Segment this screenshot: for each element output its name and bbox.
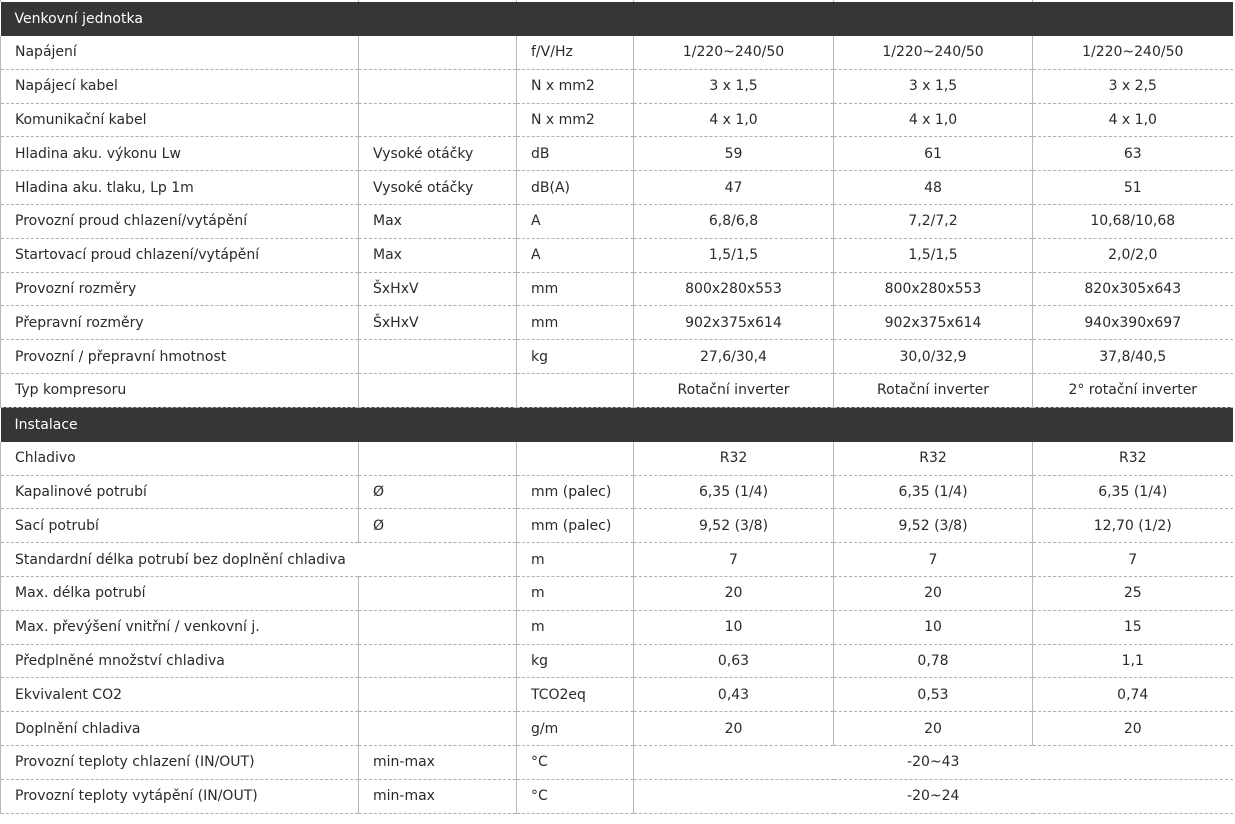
row-value-model-2: 61 <box>834 137 1033 171</box>
row-condition <box>359 610 517 644</box>
row-value-model-2: 20 <box>834 712 1033 746</box>
row-value-model-3: 2° rotační inverter <box>1033 373 1233 407</box>
row-label: Komunikační kabel <box>1 103 359 137</box>
row-condition: ŠxHxV <box>359 306 517 340</box>
row-unit: TCO2eq <box>517 678 634 712</box>
table-row <box>1 36 1233 69</box>
row-unit: g/m <box>517 712 634 746</box>
row-unit: mm <box>517 306 634 340</box>
row-value-model-3: 0,74 <box>1033 678 1233 712</box>
row-value-model-3: 25 <box>1033 576 1233 610</box>
row-value-model-3: 1,1 <box>1033 644 1233 678</box>
row-unit: N x mm2 <box>517 69 634 103</box>
row-value-model-2: 0,78 <box>834 644 1033 678</box>
row-unit: f/V/Hz <box>517 36 634 69</box>
row-value-model-3: 10,68/10,68 <box>1033 204 1233 238</box>
row-unit <box>517 442 634 475</box>
row-value-model-1: 1,5/1,5 <box>634 238 834 272</box>
row-value-model-1: 27,6/30,4 <box>634 340 834 374</box>
row-condition <box>359 576 517 610</box>
row-value-model-3: 4 x 1,0 <box>1033 103 1233 137</box>
row-value-model-2: 1/220~240/50 <box>834 36 1033 69</box>
row-value-model-1: 9,52 (3/8) <box>634 509 834 543</box>
table-row <box>1 644 1233 678</box>
row-value-model-2: Rotační inverter <box>834 373 1033 407</box>
row-value-model-3: 15 <box>1033 610 1233 644</box>
table-row <box>1 306 1233 340</box>
row-unit: mm (palec) <box>517 475 634 509</box>
row-unit: dB <box>517 137 634 171</box>
table-row <box>1 204 1233 238</box>
row-value-model-3: 3 x 2,5 <box>1033 69 1233 103</box>
row-label: Provozní / přepravní hmotnost <box>1 340 359 374</box>
row-condition: Ø <box>359 509 517 543</box>
row-value-model-1: 3 x 1,5 <box>634 69 834 103</box>
row-label: Typ kompresoru <box>1 373 359 407</box>
row-unit: m <box>517 543 634 577</box>
row-value-model-2: 7,2/7,2 <box>834 204 1033 238</box>
row-value-model-3: R32 <box>1033 442 1233 475</box>
row-label: Sací potrubí <box>1 509 359 543</box>
table-row <box>1 442 1233 475</box>
table-row <box>1 543 1233 577</box>
row-condition: min-max <box>359 779 517 813</box>
row-value-model-2: 4 x 1,0 <box>834 103 1033 137</box>
row-condition: ŠxHxV <box>359 272 517 306</box>
row-label: Standardní délka potrubí bez doplnění chladiva <box>1 543 359 577</box>
table-row <box>1 475 1233 509</box>
row-unit: m <box>517 610 634 644</box>
row-value-model-3: 940x390x697 <box>1033 306 1233 340</box>
row-label: Max. převýšení vnitřní / venkovní j. <box>1 610 359 644</box>
section-title: Venkovní jednotka <box>1 2 1233 36</box>
row-condition <box>359 373 517 407</box>
row-condition: Max <box>359 204 517 238</box>
row-label: Hladina aku. tlaku, Lp 1m <box>1 171 359 205</box>
row-value-all-models: -20~43 <box>634 745 1233 779</box>
row-value-model-1: 800x280x553 <box>634 272 834 306</box>
table-row <box>1 340 1233 374</box>
row-value-model-2: 20 <box>834 576 1033 610</box>
row-unit: A <box>517 238 634 272</box>
row-condition <box>359 103 517 137</box>
row-value-model-3: 2,0/2,0 <box>1033 238 1233 272</box>
row-unit: mm (palec) <box>517 509 634 543</box>
row-label: Provozní teploty vytápění (IN/OUT) <box>1 779 359 813</box>
row-unit: kg <box>517 644 634 678</box>
row-value-model-1: Rotační inverter <box>634 373 834 407</box>
table-row <box>1 137 1233 171</box>
table-row <box>1 779 1233 813</box>
row-unit: mm <box>517 272 634 306</box>
row-value-model-2: 7 <box>834 543 1033 577</box>
row-value-model-1: 6,35 (1/4) <box>634 475 834 509</box>
row-value-model-1: 4 x 1,0 <box>634 103 834 137</box>
row-value-model-2: 10 <box>834 610 1033 644</box>
row-value-model-1: 1/220~240/50 <box>634 36 834 69</box>
row-label: Startovací proud chlazení/vytápění <box>1 238 359 272</box>
row-label: Napájení <box>1 36 359 69</box>
row-value-model-3: 51 <box>1033 171 1233 205</box>
table-row <box>1 238 1233 272</box>
table-row <box>1 576 1233 610</box>
section-header-outdoor-unit <box>1 2 1233 36</box>
row-value-model-2: 0,53 <box>834 678 1033 712</box>
row-value-model-2: R32 <box>834 442 1033 475</box>
row-unit: N x mm2 <box>517 103 634 137</box>
row-condition: min-max <box>359 745 517 779</box>
row-value-model-3: 37,8/40,5 <box>1033 340 1233 374</box>
row-value-model-2: 6,35 (1/4) <box>834 475 1033 509</box>
row-value-model-1: 7 <box>634 543 834 577</box>
row-label: Přepravní rozměry <box>1 306 359 340</box>
row-unit: m <box>517 576 634 610</box>
table-row <box>1 69 1233 103</box>
row-value-model-3: 63 <box>1033 137 1233 171</box>
row-value-model-1: 10 <box>634 610 834 644</box>
row-value-model-3: 820x305x643 <box>1033 272 1233 306</box>
row-condition: Ø <box>359 475 517 509</box>
row-value-model-2: 9,52 (3/8) <box>834 509 1033 543</box>
row-value-model-1: R32 <box>634 442 834 475</box>
section-title: Instalace <box>1 407 1233 442</box>
table-row <box>1 610 1233 644</box>
row-unit: kg <box>517 340 634 374</box>
row-label: Chladivo <box>1 442 359 475</box>
row-value-model-1: 6,8/6,8 <box>634 204 834 238</box>
table-row <box>1 712 1233 746</box>
table-row <box>1 678 1233 712</box>
row-label: Provozní proud chlazení/vytápění <box>1 204 359 238</box>
row-value-model-1: 0,63 <box>634 644 834 678</box>
row-label: Doplnění chladiva <box>1 712 359 746</box>
row-value-model-1: 20 <box>634 576 834 610</box>
row-label: Ekvivalent CO2 <box>1 678 359 712</box>
row-label: Provozní rozměry <box>1 272 359 306</box>
row-unit: dB(A) <box>517 171 634 205</box>
row-unit: °C <box>517 745 634 779</box>
row-condition <box>359 712 517 746</box>
row-value-model-2: 800x280x553 <box>834 272 1033 306</box>
row-label: Kapalinové potrubí <box>1 475 359 509</box>
row-label: Hladina aku. výkonu Lw <box>1 137 359 171</box>
row-condition <box>359 644 517 678</box>
row-value-model-3: 6,35 (1/4) <box>1033 475 1233 509</box>
row-condition <box>359 69 517 103</box>
table-row <box>1 745 1233 779</box>
row-condition <box>359 678 517 712</box>
row-value-model-1: 20 <box>634 712 834 746</box>
row-value-all-models: -20~24 <box>634 779 1233 813</box>
table-row <box>1 509 1233 543</box>
row-label: Provozní teploty chlazení (IN/OUT) <box>1 745 359 779</box>
row-value-model-1: 47 <box>634 171 834 205</box>
row-value-model-3: 12,70 (1/2) <box>1033 509 1233 543</box>
section-header-installation <box>1 407 1233 442</box>
row-value-model-2: 902x375x614 <box>834 306 1033 340</box>
row-value-model-3: 7 <box>1033 543 1233 577</box>
row-value-model-2: 30,0/32,9 <box>834 340 1033 374</box>
row-condition <box>359 36 517 69</box>
row-value-model-2: 1,5/1,5 <box>834 238 1033 272</box>
row-value-model-2: 48 <box>834 171 1033 205</box>
row-unit: °C <box>517 779 634 813</box>
row-value-model-2: 3 x 1,5 <box>834 69 1033 103</box>
table-row <box>1 171 1233 205</box>
table-row <box>1 272 1233 306</box>
row-condition <box>359 442 517 475</box>
row-condition <box>359 543 517 577</box>
table-row <box>1 373 1233 407</box>
table-row <box>1 103 1233 137</box>
row-condition: Vysoké otáčky <box>359 171 517 205</box>
row-label: Max. délka potrubí <box>1 576 359 610</box>
row-unit: A <box>517 204 634 238</box>
row-label: Napájecí kabel <box>1 69 359 103</box>
row-value-model-3: 1/220~240/50 <box>1033 36 1233 69</box>
row-value-model-3: 20 <box>1033 712 1233 746</box>
row-condition: Max <box>359 238 517 272</box>
row-value-model-1: 59 <box>634 137 834 171</box>
row-condition <box>359 340 517 374</box>
row-condition: Vysoké otáčky <box>359 137 517 171</box>
row-label: Předplněné množství chladiva <box>1 644 359 678</box>
row-unit <box>517 373 634 407</box>
row-value-model-1: 0,43 <box>634 678 834 712</box>
row-value-model-1: 902x375x614 <box>634 306 834 340</box>
